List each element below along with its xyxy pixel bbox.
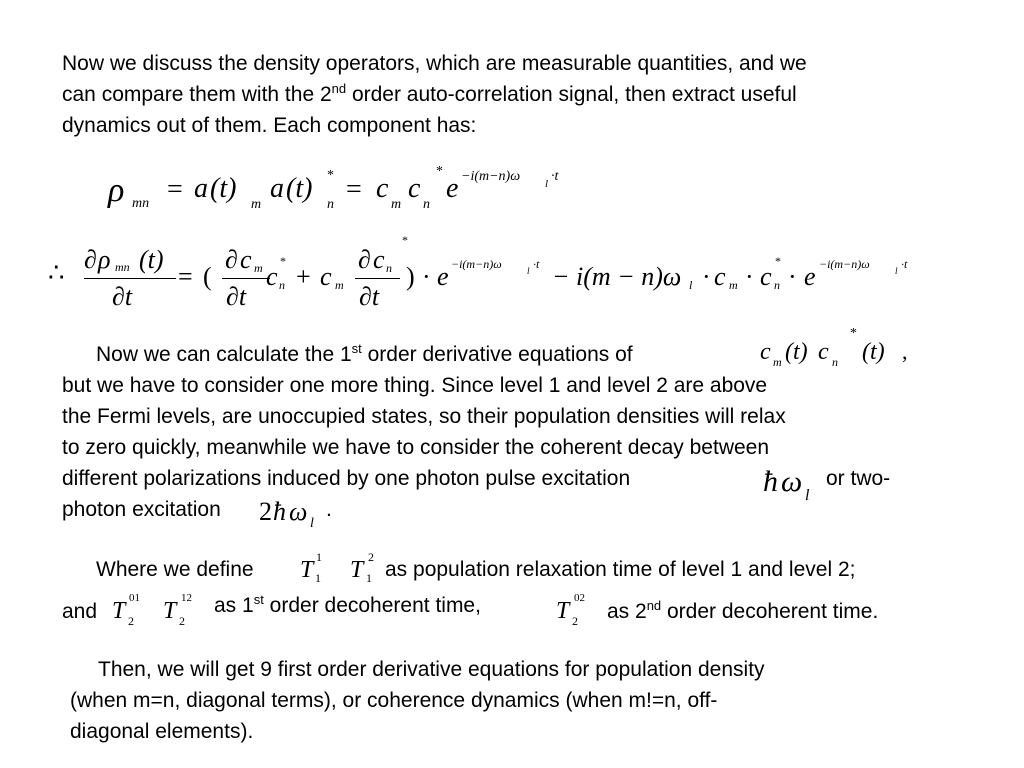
- para3-first-order: [214, 594, 481, 618]
- para2-line-1-rest: order derivative equations of: [361, 343, 633, 366]
- conjugate-star: *: [436, 164, 443, 179]
- superscript-12: 12: [181, 592, 192, 604]
- c-symbol: c: [760, 339, 771, 365]
- intro-line-1: Now we discuss the density operators, which are measurable quantities, and we: [62, 52, 807, 75]
- subscript-1: 1: [366, 571, 372, 585]
- t-symbol: T: [112, 598, 126, 624]
- two-digit: 2: [259, 497, 272, 526]
- exponent: −i(m−n)ω: [461, 169, 521, 184]
- dot-operator: ·: [745, 262, 754, 291]
- subscript-1: 1: [315, 571, 321, 585]
- superscript-01: 01: [129, 592, 140, 604]
- dot-operator: ·: [788, 262, 797, 291]
- exponent-t: ·t: [551, 169, 559, 184]
- c-symbol: c: [818, 339, 829, 365]
- rho-symbol: ρ: [108, 172, 125, 209]
- sub-n: n: [279, 278, 285, 292]
- para2-line-4: to zero quickly, meanwhile we have to consider the coherent decay between: [62, 436, 770, 459]
- therefore-symbol: ∴: [48, 258, 65, 287]
- t-symbol: T: [300, 557, 314, 583]
- t-symbol: T: [163, 598, 177, 624]
- partial-symbol: ∂: [358, 245, 371, 274]
- fraction-bar: [84, 278, 176, 279]
- para2-line-6-end: .: [326, 498, 332, 521]
- intro-superscript: nd: [331, 81, 347, 96]
- a-symbol: a: [270, 173, 284, 204]
- c-symbol: c: [320, 262, 332, 291]
- c-symbol: c: [373, 245, 385, 274]
- superscript-2: 2: [368, 550, 374, 564]
- partial-t: ∂t: [112, 282, 133, 311]
- t-argument: (t): [286, 173, 313, 204]
- plus-sign: +: [296, 262, 311, 291]
- t-argument: (t): [139, 245, 164, 274]
- t-argument: (t): [210, 173, 237, 204]
- e-symbol: e: [804, 262, 816, 291]
- conjugate-star: *: [327, 168, 334, 183]
- intro-line-2-rest: order auto-correlation signal, then extract useful: [346, 83, 797, 106]
- exponent-t: ·t: [533, 257, 540, 271]
- para3-second-order: [607, 600, 878, 624]
- para2-line-3: the Fermi levels, are unoccupied states, so their population densities will relax: [62, 405, 786, 428]
- a-symbol: a: [194, 173, 208, 204]
- first-order-superscript: st: [253, 592, 264, 607]
- superscript-1: 1: [316, 550, 322, 564]
- exponent-t: ·t: [901, 257, 908, 271]
- c-symbol: c: [408, 173, 421, 204]
- para2-line-1: [96, 343, 633, 367]
- rho-subscript: mn: [115, 260, 130, 274]
- intro-line-2: [62, 83, 797, 107]
- equals-sign: =: [167, 174, 183, 205]
- equals-sign: =: [346, 174, 362, 205]
- superscript-02: 02: [574, 592, 585, 604]
- sub-l: l: [310, 516, 314, 531]
- sub-m: m: [773, 355, 782, 369]
- rho-symbol: ρ: [98, 245, 111, 274]
- exponent: −i(m−n)ω: [451, 257, 502, 271]
- para3-and: and: [62, 600, 98, 623]
- c-symbol: c: [266, 262, 278, 291]
- partial-symbol: ∂: [225, 245, 238, 274]
- sub-n: n: [423, 197, 430, 212]
- t-argument: (t): [785, 339, 808, 365]
- sub-m: m: [254, 261, 263, 275]
- t-argument: (t): [862, 339, 885, 365]
- subscript-2: 2: [128, 614, 134, 628]
- exponent-l: l: [895, 266, 898, 276]
- first-order-text: as 1: [214, 594, 254, 617]
- minus-i-term: − i(m − n)ω: [552, 262, 682, 291]
- partial-t: ∂t: [359, 282, 380, 311]
- sub-l: l: [689, 278, 693, 292]
- para2-line-2: but we have to consider one more thing. Since level 1 and level 2 are above: [62, 374, 768, 397]
- omega-symbol: ω: [781, 465, 803, 498]
- comma: ,: [902, 339, 908, 364]
- para4-line-1: Then, we will get 9 first order derivative equations for population density: [98, 658, 765, 681]
- dot-operator: ·: [702, 262, 711, 291]
- t-symbol: T: [556, 598, 570, 624]
- sub-n: n: [774, 278, 780, 292]
- equals-sign: =: [178, 262, 193, 291]
- second-order-text: as 2: [607, 600, 647, 623]
- sub-m: m: [335, 278, 344, 292]
- c-symbol: c: [376, 173, 389, 204]
- e-symbol: e: [437, 262, 449, 291]
- sub-m: m: [391, 197, 402, 212]
- para2-line-1-text: Now we can calculate the 1: [96, 343, 352, 366]
- exponent-l: l: [527, 266, 530, 276]
- partial-t: ∂t: [226, 282, 247, 311]
- para3-where: Where we define: [96, 558, 254, 581]
- para3-population: as population relaxation time of level 1 and level 2;: [385, 558, 856, 581]
- sub-n: n: [327, 197, 334, 212]
- c-symbol: c: [714, 262, 726, 291]
- conjugate-star: *: [775, 254, 781, 268]
- first-order-rest: order decoherent time,: [263, 594, 481, 617]
- c-symbol: c: [240, 245, 252, 274]
- sub-n: n: [832, 355, 838, 369]
- hbar-symbol: ħ: [763, 465, 778, 498]
- conjugate-star: *: [850, 326, 857, 341]
- conjugate-star: *: [280, 254, 286, 268]
- subscript-2: 2: [572, 614, 578, 628]
- close-paren: ): [406, 262, 415, 291]
- para2-line-5-end: or two-: [826, 467, 891, 490]
- para2-line-6: photon excitation: [62, 498, 221, 521]
- conjugate-star: *: [402, 233, 408, 247]
- e-symbol: e: [446, 173, 459, 204]
- hbar-symbol: ħ: [273, 497, 286, 526]
- para4-line-2: (when m=n, diagonal terms), or coherence dynamics (when m!=n, off-: [70, 689, 718, 712]
- open-paren: (: [203, 262, 212, 291]
- intro-line-2-text: can compare them with the 2: [62, 83, 332, 106]
- exponent: −i(m−n)ω: [819, 257, 870, 271]
- omega-symbol: ω: [289, 497, 308, 526]
- partial-symbol: ∂: [84, 245, 97, 274]
- para4-line-3: diagonal elements).: [70, 720, 254, 743]
- para2-line-5: different polarizations induced by one photon pulse excitation: [62, 467, 631, 490]
- fraction-bar: [355, 278, 400, 279]
- sub-m: m: [729, 278, 738, 292]
- dot-operator: ·: [422, 262, 431, 291]
- t-symbol: T: [350, 557, 364, 583]
- fraction-bar: [222, 278, 270, 279]
- exponent-l: l: [545, 178, 549, 190]
- intro-line-3: dynamics out of them. Each component has:: [62, 114, 477, 137]
- subscript-2: 2: [179, 614, 185, 628]
- rho-subscript: mn: [132, 196, 150, 211]
- c-symbol: c: [760, 262, 772, 291]
- sub-l: l: [805, 487, 810, 504]
- sub-m: m: [251, 197, 262, 212]
- second-order-rest: order decoherent time.: [661, 600, 879, 623]
- sub-n: n: [386, 261, 392, 275]
- second-order-superscript: nd: [646, 598, 662, 613]
- para2-superscript: st: [351, 341, 362, 356]
